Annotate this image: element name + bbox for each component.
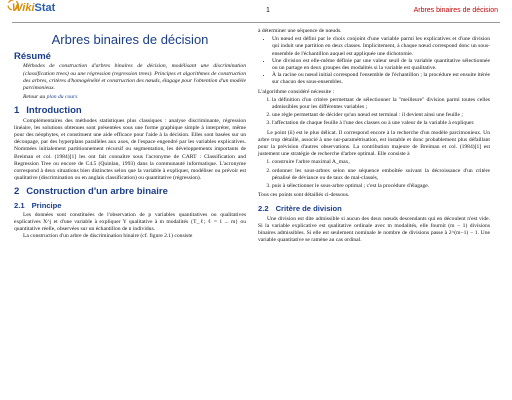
list-item: 1. la définition d'un critère permettant de sélectionner la "meilleure" division parmi toutes celles admissibles pour les différentes variables ; [272, 97, 490, 111]
section-2-1-title: Principe [31, 200, 62, 210]
section-2-number: 2 [14, 186, 20, 198]
left-column [14, 28, 246, 241]
logo-text-stat: Stat [34, 2, 56, 14]
intro-paragraph: Complémentaires des méthodes statistiques plus classiques : analyse discriminante, régression linéaire, les solutions obtenues sont présentées sous une forme graphique simple à interpréter, même pour des néophytes, et constituent une aide efficace pour l'aide à la décision. Elles sont basées sur un découpage, par des hyperplans parallèles aux axes, de l'espace engendré par les variables explicatives. Nommées initialement partitionnement récursif ou segmentation, les développements importants de Breiman et col. (1984)[1] les ont fait connaître sous l'acronyme de CART : Classification and Regression Tree ou encore de C4.5 (Quinlan, 1993) dans la communauté informatique. L'acronyme correspond à deux situations bien distinctes selon que la variable à expliquer, modéliser ou prévoir est qualitative (discrimination ou en anglais classification) ou quantitative (régression). [14, 117, 246, 182]
wikistat-logo[interactable] [12, 2, 55, 14]
section-2-2-heading [258, 205, 490, 212]
retour-line [14, 94, 246, 101]
page-number: 1 [266, 7, 270, 14]
section-2-1-heading [14, 202, 246, 209]
point-ii-paragraph: Le point (ii) est le plus délicat. Il correspond encore à la recherche d'un modèle parcimonieux. Un arbre trop détaillé, associé à une sur-paramétrisation, est instable et donc probablement plus défaillant pour la prévision d'autres observations. La contribution majeure de Breiman et col. (1984)[1] est justement une stratégie de recherche d'arbre optimal. Elle consiste à [258, 129, 490, 158]
section-1-number: 1 [14, 105, 20, 117]
section-2-heading [14, 186, 246, 198]
right-intro-line: à déterminer une séquence de nœuds. [258, 28, 342, 34]
principe-paragraph-1: Les données sont constituées de l'observation de p variables quantitatives ou qualitatives explicatives X^j et d'une variable à expliquer Y qualitative à m modalités {T_ℓ; ℓ = 1 ... m} ou quantitative réelle, observées sur un échantillon de n individus. [14, 211, 246, 233]
section-1-heading [14, 105, 246, 117]
abstract-text: Méthodes de construction d'arbres binaires de décision, modélisant une discrimination (classification trees) ou une régression (regression trees). Principes et algorithmes de construction des arbres, critères d'homogénéité et construction des nœuds, élagage pour l'obtention d'un modèle parcimonieux. [23, 63, 246, 92]
section-1-title: Introduction [26, 105, 82, 117]
running-title: Arbres binaires de décision [413, 7, 498, 14]
list-item: 1. construire l'arbre maximal A_max, [272, 159, 490, 166]
node-definition-list [258, 36, 490, 86]
critere-paragraph: Une division est dite admissible si aucun des deux nœuds descendants qui en découlent n'est vide. Si la variable explicative est qualitative ordinale avec m modalités, elle fournit (m − 1) divisions binaires admissibles. Si elle est seulement nominale le nombre de divisions passe à 2^(m−1) − 1. Une variable quantitative se ramène au cas ordinal. [258, 215, 490, 244]
plan-du-cours-link[interactable]: plan du cours [46, 94, 78, 101]
list-item: • À la racine ou nœud initial correspond l'ensemble de l'échantillon ; la procédure est ensuite itérée sur chacun des sous-ensembles. [272, 72, 490, 86]
resume-heading: Résumé [14, 51, 51, 63]
right-column [258, 28, 490, 244]
section-2-2-title: Critère de division [275, 204, 342, 214]
principe-paragraph-2: La construction d'un arbre de discrimination binaire (cf. figure 2.1) consiste [23, 233, 193, 240]
list-item: • Un nœud est défini par le choix conjoint d'une variable parmi les explicatives et d'une division qui induit une partition en deux classes. Implicitement, à chaque nœud correspond donc un sous-ensemble de l'échantillon auquel est appliquée une dichotomie. [272, 36, 490, 58]
list-item: 2. ordonner les sous-arbres selon une séquence emboîtée suivant la décroissance d'un critère pénalisé de déviance ou de taux de mal-classés, [272, 168, 490, 182]
section-2-2-number: 2.2 [258, 204, 269, 214]
logo-swirl-icon [6, 0, 20, 12]
list-item: 3. l'affectation de chaque feuille à l'une des classes ou à une valeur de la variable à expliquer. [272, 120, 490, 127]
retour-prefix: Retour au [23, 94, 47, 101]
list-item: • Une division est elle-même définie par une valeur seuil de la variable quantitative sélectionnée ou un partage en deux groupes des modalités si la variable est qualitative. [272, 58, 490, 72]
algo-requirements-list [258, 97, 490, 128]
pruning-steps-list [258, 159, 490, 190]
details-note: Tous ces points sont détaillés ci-dessous. [258, 192, 350, 199]
document-title: Arbres binaires de décision [51, 32, 209, 47]
list-item: 3. puis à sélectionner le sous-arbre optimal ; c'est la procédure d'élagage. [272, 183, 490, 190]
list-item: 2. une règle permettant de décider qu'un nœud est terminal : il devient ainsi une feuille ; [272, 112, 490, 119]
section-2-1-number: 2.1 [14, 200, 25, 210]
page-header [12, 0, 500, 23]
section-2-title: Construction d'un arbre binaire [26, 186, 168, 198]
algo-intro: L'algorithme considéré nécessite : [258, 88, 335, 95]
logo-text-wiki: Wiki [12, 2, 35, 14]
